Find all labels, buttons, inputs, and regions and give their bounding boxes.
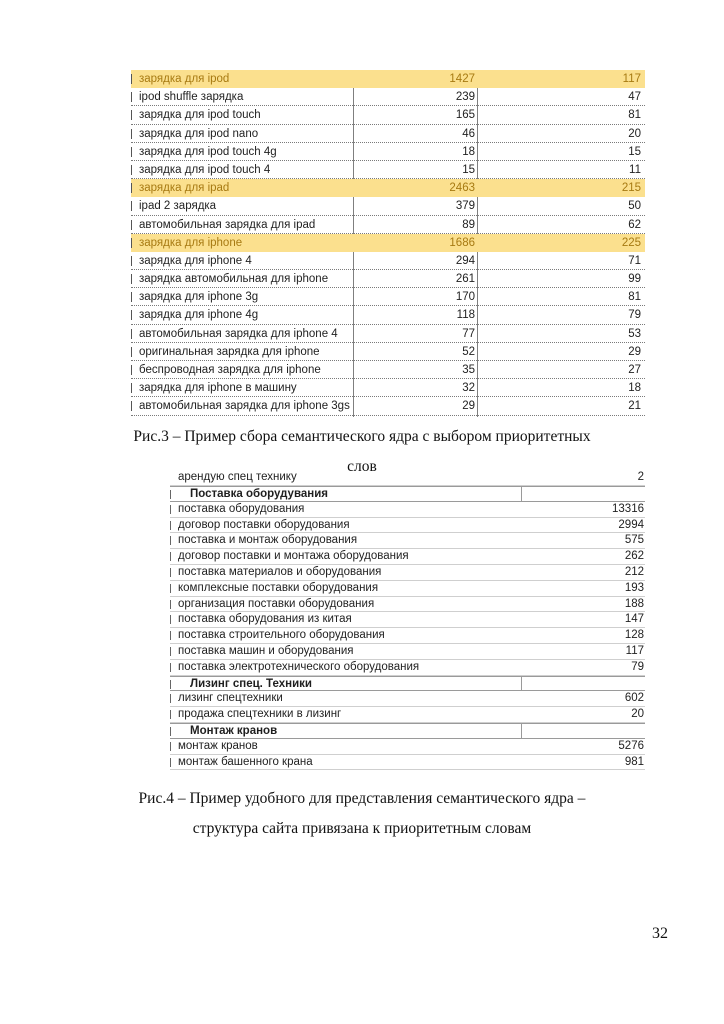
keyword-cell: монтаж кранов [178,739,258,752]
figure3-caption-line1: Рис.3 – Пример сбора семантического ядра с выбором приоритетных [133,428,591,445]
row-marker [131,183,135,193]
value-cell: 32 [462,382,475,395]
row-marker [170,536,174,545]
section-header-row [170,723,645,739]
keyword-cell: зарядка для iphone 4g [139,309,259,322]
value-cell: 193 [624,581,644,594]
row-marker [170,742,174,751]
table-row-group-header [131,70,645,88]
keyword-cell: ipad 2 зарядка [139,200,217,213]
keyword-cell: зарядка для iphone 3g [139,291,259,304]
keyword-cell: монтаж башенного крана [178,755,313,768]
value-cell: 188 [624,597,644,610]
table-row-group-header [131,179,645,197]
value-cell: 1427 [449,73,475,85]
table-row [170,691,645,707]
keyword-cell: беспроводная зарядка для iphone [139,364,321,376]
table-row [170,644,645,660]
row-marker [131,274,135,284]
row-marker [170,505,174,514]
table-row [131,306,645,324]
table-row [131,288,645,306]
value-cell: 1686 [449,236,475,249]
empty-value-cell [521,724,646,738]
table-row [131,397,645,415]
value-cell: 261 [455,273,475,286]
table-row-partial: арендую спец технику 2 [170,478,645,486]
row-marker [131,92,135,102]
table-row [131,325,645,343]
value-cell: 170 [455,291,475,304]
keyword-cell: Монтаж кранов [190,724,278,737]
keyword-cell: зарядка для ipod [139,73,230,85]
value-cell: 77 [462,327,475,340]
figure4-caption-line1: Рис.4 – Пример удобного для представления семантического ядра – [138,790,586,807]
value-cell: 165 [455,109,475,122]
table-row [131,88,645,106]
row-marker [131,365,135,375]
keyword-cell: зарядка для ipad [139,182,230,195]
keyword-cell: поставка строительного оборудования [178,629,385,642]
value-cell: 20 [631,708,644,721]
table-row [131,361,645,379]
value-cell: 5276 [618,739,644,752]
row-marker [170,490,174,499]
row-marker [131,256,135,266]
row-marker [131,383,135,393]
row-marker [131,292,135,302]
keyword-cell: поставка оборудования [178,502,305,515]
keyword-cell: комплексные поставки оборудования [178,581,379,594]
row-marker [170,600,174,609]
keyword-cell: лизинг спецтехники [178,692,283,705]
row-marker [170,568,174,577]
value-cell: 79 [631,660,644,673]
value-cell: 13316 [612,502,644,515]
table-row [131,125,645,143]
value-cell: 128 [624,629,644,642]
keyword-cell: зарядка для iphone в машину [139,382,297,395]
table-row [170,628,645,644]
table-row [170,597,645,613]
value-cell: 117 [625,644,644,657]
row-marker [131,220,135,230]
row-marker [170,584,174,593]
keyword-cell: договор поставки и монтажа оборудования [178,550,409,563]
row-marker [131,165,135,175]
row-marker [131,147,135,157]
value-cell: 47 [628,91,641,104]
value-cell: 71 [628,254,641,267]
row-marker [170,521,174,530]
value-cell: 18 [462,145,475,158]
table-row [170,549,645,565]
value-cell: 18 [628,382,641,395]
row-marker [131,310,135,320]
keyword-cell: зарядка автомобильная для iphone [139,273,329,286]
keyword-cell: организация поставки оборудования [178,597,375,610]
value-cell: 11 [629,163,641,176]
row-marker [170,663,174,672]
value-cell: 20 [628,127,641,140]
row-marker [170,631,174,640]
value-cell: 2463 [449,182,475,195]
keyword-cell: продажа спецтехники в лизинг [178,708,342,721]
page-number: 32 [652,925,668,942]
keyword-cell: оригинальная зарядка для iphone [139,345,320,358]
keyword-cell: автомобильная зарядка для iphone 4 [139,327,338,340]
keyword-cell: ipod shuffle зарядка [139,91,244,104]
table-row [170,502,645,518]
value-cell: 46 [462,127,475,140]
keyword-cell: зарядка для ipod nano [139,127,259,140]
table-row [131,197,645,215]
value-cell: 215 [621,182,641,195]
row-marker [131,329,135,339]
keyword-cell: поставка машин и оборудования [178,644,354,657]
table-row [131,252,645,270]
row-marker [131,74,135,84]
value-cell: 62 [628,218,641,231]
row-marker [170,552,174,561]
figure4-table [170,471,645,778]
keyword-cell: автомобильная зарядка для iphone 3gs [139,400,350,413]
value-cell: 89 [462,218,475,231]
value-cell: 79 [628,309,641,322]
row-marker [170,758,174,767]
value-cell: 99 [628,273,641,286]
value-cell: 53 [628,327,641,340]
table-row [170,518,645,534]
keyword-cell: зарядка для ipod touch 4 [139,163,271,176]
table-row-group-header [131,234,645,252]
value-cell: 50 [628,200,641,213]
value-cell: 52 [462,345,475,358]
value-cell: 21 [628,400,641,413]
value-cell: 117 [622,73,641,85]
row-marker [170,694,174,703]
value-cell: 225 [621,236,641,249]
value-cell: 147 [624,613,644,626]
keyword-cell: автомобильная зарядка для ipad [139,218,316,231]
section-header-row [170,676,645,692]
value-cell: 212 [624,565,644,578]
value-cell: 239 [455,91,475,104]
value-cell: 15 [628,145,641,158]
value-cell: 29 [462,400,475,413]
row-marker [131,110,135,120]
value-cell: 27 [628,364,641,376]
table-row [170,707,645,723]
value-cell: 118 [456,309,475,322]
row-marker [131,401,135,411]
row-marker [170,680,174,689]
figure3-table [131,70,645,417]
value-cell: 379 [455,200,475,213]
table-row [131,379,645,397]
table-row [170,565,645,581]
keyword-cell: зарядка для iphone 4 [139,254,252,267]
row-marker [170,615,174,624]
row-marker [170,727,174,736]
table-row [131,161,645,179]
row-marker [131,129,135,139]
keyword-cell: договор поставки оборудования [178,518,350,531]
table-row [170,660,645,676]
keyword-cell: поставка оборудования из китая [178,613,352,626]
keyword-cell: зарядка для iphone [139,236,243,249]
value-cell: 602 [624,692,644,705]
value-cell: 15 [462,163,475,176]
value-cell: 81 [628,291,641,304]
table-row [170,581,645,597]
table-row [131,143,645,161]
table-row [170,612,645,628]
table-row [131,343,645,361]
keyword-cell: Поставка оборудувания [190,488,328,500]
value-cell: 575 [624,534,644,547]
value-cell: 35 [462,364,475,376]
table-row [131,270,645,288]
row-marker [131,347,135,357]
value-cell: 262 [624,550,644,563]
table-row [170,755,645,771]
table-row [131,216,645,234]
table-row [131,106,645,124]
section-header-row [170,486,645,502]
keyword-cell: поставка материалов и оборудования [178,565,382,578]
value-cell: 29 [628,345,641,358]
value-cell: 2994 [618,518,644,531]
keyword-cell: поставка электротехнического оборудования [178,660,420,673]
empty-value-cell [521,487,646,501]
figure3-caption-line2: слов [347,458,377,475]
row-marker [131,238,135,248]
value-cell: 981 [624,755,644,768]
keyword-cell: зарядка для ipod touch 4g [139,145,277,158]
row-marker [131,201,135,211]
table-row [170,533,645,549]
table-row [170,739,645,755]
keyword-cell: поставка и монтаж оборудования [178,534,358,547]
value-cell: 81 [628,109,641,122]
keyword-cell: зарядка для ipod touch [139,109,261,122]
row-marker [170,647,174,656]
keyword-cell: Лизинг спец. Техники [190,677,312,690]
row-marker [170,710,174,719]
empty-value-cell [521,677,646,691]
figure4-caption-line2: структура сайта привязана к приоритетным словам [192,820,532,837]
value-cell: 294 [455,254,475,267]
